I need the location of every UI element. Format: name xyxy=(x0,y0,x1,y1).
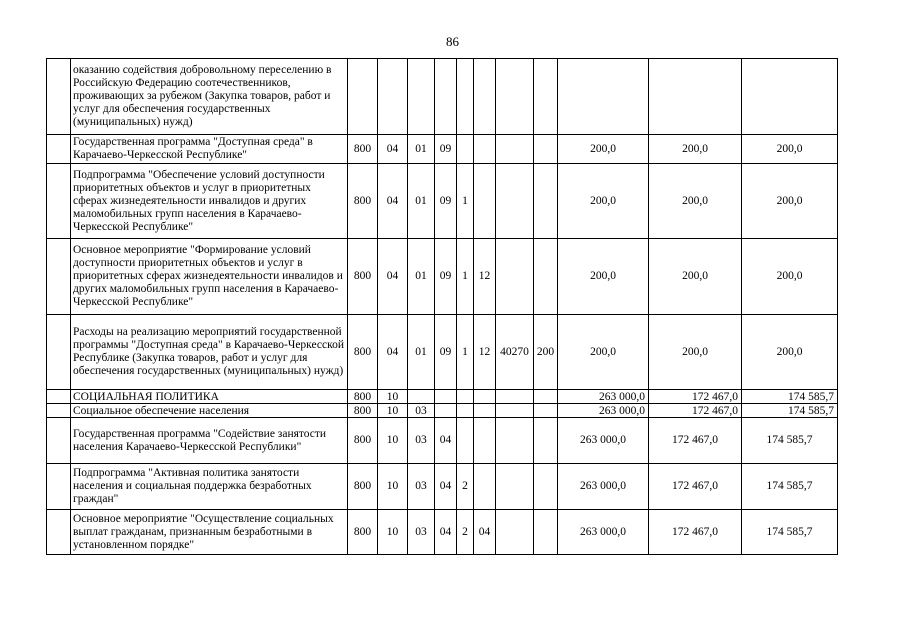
sum-year-2: 200,0 xyxy=(649,164,742,239)
table-row xyxy=(47,164,838,239)
subsection-code: 03 xyxy=(408,404,435,418)
sum-year-1: 263 000,0 xyxy=(558,418,649,464)
expense-type-code xyxy=(534,135,558,164)
stub-cell xyxy=(47,464,71,510)
event-code: 04 xyxy=(474,510,496,555)
section-code xyxy=(378,59,408,135)
event-code xyxy=(474,164,496,239)
expense-type-code xyxy=(534,390,558,404)
table-row xyxy=(47,418,838,464)
table-row xyxy=(47,404,838,418)
program-code: 04 xyxy=(435,510,457,555)
stub-cell xyxy=(47,404,71,418)
stub-cell xyxy=(47,135,71,164)
sum-year-2: 172 467,0 xyxy=(649,404,742,418)
row-name: Государственная программа "Доступная среда" в Карачаево-Черкесской Республике" xyxy=(71,135,348,164)
ministry-code xyxy=(348,59,378,135)
row-name: Социальное обеспечение населения xyxy=(71,404,348,418)
event-code xyxy=(474,464,496,510)
section-code: 10 xyxy=(378,404,408,418)
section-code: 04 xyxy=(378,239,408,315)
ministry-code: 800 xyxy=(348,315,378,390)
sum-year-2: 200,0 xyxy=(649,239,742,315)
row-name: Основное мероприятие "Осуществление социальных выплат гражданам, признанным безработными в установленном порядке" xyxy=(71,510,348,555)
sum-year-1: 200,0 xyxy=(558,315,649,390)
subprogram-code: 2 xyxy=(457,464,474,510)
subprogram-code xyxy=(457,418,474,464)
event-code xyxy=(474,135,496,164)
sum-year-1: 263 000,0 xyxy=(558,390,649,404)
program-code xyxy=(435,390,457,404)
row-name: Государственная программа "Содействие занятости населения Карачаево-Черкесской Республики" xyxy=(71,418,348,464)
direction-code xyxy=(496,164,534,239)
subsection-code: 01 xyxy=(408,164,435,239)
program-code: 09 xyxy=(435,135,457,164)
expense-type-code xyxy=(534,59,558,135)
row-name: СОЦИАЛЬНАЯ ПОЛИТИКА xyxy=(71,390,348,404)
event-code xyxy=(474,404,496,418)
direction-code xyxy=(496,135,534,164)
direction-code xyxy=(496,418,534,464)
event-code: 12 xyxy=(474,315,496,390)
table-row xyxy=(47,315,838,390)
stub-cell xyxy=(47,59,71,135)
row-name: Подпрограмма "Активная политика занятости населения и социальная поддержка безработных граждан" xyxy=(71,464,348,510)
program-code xyxy=(435,404,457,418)
page-number: 86 xyxy=(446,34,459,49)
sum-year-3: 200,0 xyxy=(742,315,838,390)
sum-year-2: 172 467,0 xyxy=(649,510,742,555)
program-code: 09 xyxy=(435,315,457,390)
ministry-code: 800 xyxy=(348,135,378,164)
expense-type-code xyxy=(534,239,558,315)
subsection-code: 03 xyxy=(408,464,435,510)
stub-cell xyxy=(47,239,71,315)
sum-year-3: 200,0 xyxy=(742,164,838,239)
subsection-code: 03 xyxy=(408,510,435,555)
budget-table xyxy=(46,58,838,555)
sum-year-1 xyxy=(558,59,649,135)
ministry-code: 800 xyxy=(348,164,378,239)
stub-cell xyxy=(47,164,71,239)
ministry-code: 800 xyxy=(348,464,378,510)
row-name: оказанию содействия добровольному переселению в Российскую Федерацию соотечественников, проживающих за рубежом (Закупка товаров, работ и услуг для обеспечения государственных (муниципальных) нужд) xyxy=(71,59,348,135)
table-row xyxy=(47,135,838,164)
sum-year-3: 174 585,7 xyxy=(742,510,838,555)
stub-cell xyxy=(47,418,71,464)
event-code xyxy=(474,418,496,464)
expense-type-code xyxy=(534,510,558,555)
ministry-code: 800 xyxy=(348,239,378,315)
row-name: Расходы на реализацию мероприятий государственной программы "Доступная среда" в Карачаево-Черкесской Республике (Закупка товаров, работ и услуг для обеспечения государственных (муниципальных) нужд) xyxy=(71,315,348,390)
subsection-code: 01 xyxy=(408,315,435,390)
expense-type-code xyxy=(534,464,558,510)
section-code: 10 xyxy=(378,390,408,404)
row-name: Подпрограмма "Обеспечение условий доступности приоритетных объектов и услуг в приоритетных сферах жизнедеятельности инвалидов и других маломобильных групп населения в Карачаево-Черкесской Республике" xyxy=(71,164,348,239)
table-row xyxy=(47,239,838,315)
stub-cell xyxy=(47,315,71,390)
event-code xyxy=(474,59,496,135)
sum-year-3: 174 585,7 xyxy=(742,390,838,404)
direction-code xyxy=(496,239,534,315)
sum-year-1: 200,0 xyxy=(558,239,649,315)
direction-code xyxy=(496,510,534,555)
sum-year-2: 200,0 xyxy=(649,135,742,164)
section-code: 04 xyxy=(378,135,408,164)
direction-code xyxy=(496,59,534,135)
row-name: Основное мероприятие "Формирование условий доступности приоритетных объектов и услуг в приоритетных сферах жизнедеятельности инвалидов и других маломобильных групп населения в Карачаево-Черкесской Республике" xyxy=(71,239,348,315)
table-row xyxy=(47,510,838,555)
sum-year-3: 174 585,7 xyxy=(742,404,838,418)
subprogram-code: 1 xyxy=(457,239,474,315)
stub-cell xyxy=(47,390,71,404)
subprogram-code xyxy=(457,59,474,135)
sum-year-1: 263 000,0 xyxy=(558,464,649,510)
table-row xyxy=(47,59,838,135)
sum-year-1: 200,0 xyxy=(558,164,649,239)
program-code xyxy=(435,59,457,135)
direction-code: 40270 xyxy=(496,315,534,390)
expense-type-code xyxy=(534,418,558,464)
subsection-code xyxy=(408,390,435,404)
program-code: 04 xyxy=(435,464,457,510)
event-code xyxy=(474,390,496,404)
section-code: 10 xyxy=(378,418,408,464)
sum-year-2: 172 467,0 xyxy=(649,390,742,404)
ministry-code: 800 xyxy=(348,418,378,464)
section-code: 04 xyxy=(378,315,408,390)
direction-code xyxy=(496,404,534,418)
subprogram-code xyxy=(457,404,474,418)
program-code: 04 xyxy=(435,418,457,464)
subsection-code: 03 xyxy=(408,418,435,464)
subprogram-code xyxy=(457,135,474,164)
section-code: 10 xyxy=(378,464,408,510)
subprogram-code xyxy=(457,390,474,404)
sum-year-3: 174 585,7 xyxy=(742,418,838,464)
subprogram-code: 2 xyxy=(457,510,474,555)
sum-year-1: 263 000,0 xyxy=(558,404,649,418)
direction-code xyxy=(496,390,534,404)
program-code: 09 xyxy=(435,239,457,315)
sum-year-2: 172 467,0 xyxy=(649,464,742,510)
event-code: 12 xyxy=(474,239,496,315)
subprogram-code: 1 xyxy=(457,164,474,239)
section-code: 04 xyxy=(378,164,408,239)
direction-code xyxy=(496,464,534,510)
sum-year-3 xyxy=(742,59,838,135)
table-row xyxy=(47,390,838,404)
ministry-code: 800 xyxy=(348,390,378,404)
ministry-code: 800 xyxy=(348,510,378,555)
expense-type-code: 200 xyxy=(534,315,558,390)
sum-year-3: 200,0 xyxy=(742,239,838,315)
sum-year-1: 200,0 xyxy=(558,135,649,164)
stub-cell xyxy=(47,510,71,555)
subsection-code: 01 xyxy=(408,135,435,164)
sum-year-3: 174 585,7 xyxy=(742,464,838,510)
program-code: 09 xyxy=(435,164,457,239)
section-code: 10 xyxy=(378,510,408,555)
sum-year-2: 172 467,0 xyxy=(649,418,742,464)
subsection-code: 01 xyxy=(408,239,435,315)
sum-year-2: 200,0 xyxy=(649,315,742,390)
table-row xyxy=(47,464,838,510)
sum-year-3: 200,0 xyxy=(742,135,838,164)
sum-year-1: 263 000,0 xyxy=(558,510,649,555)
expense-type-code xyxy=(534,404,558,418)
subprogram-code: 1 xyxy=(457,315,474,390)
ministry-code: 800 xyxy=(348,404,378,418)
expense-type-code xyxy=(534,164,558,239)
subsection-code xyxy=(408,59,435,135)
sum-year-2 xyxy=(649,59,742,135)
